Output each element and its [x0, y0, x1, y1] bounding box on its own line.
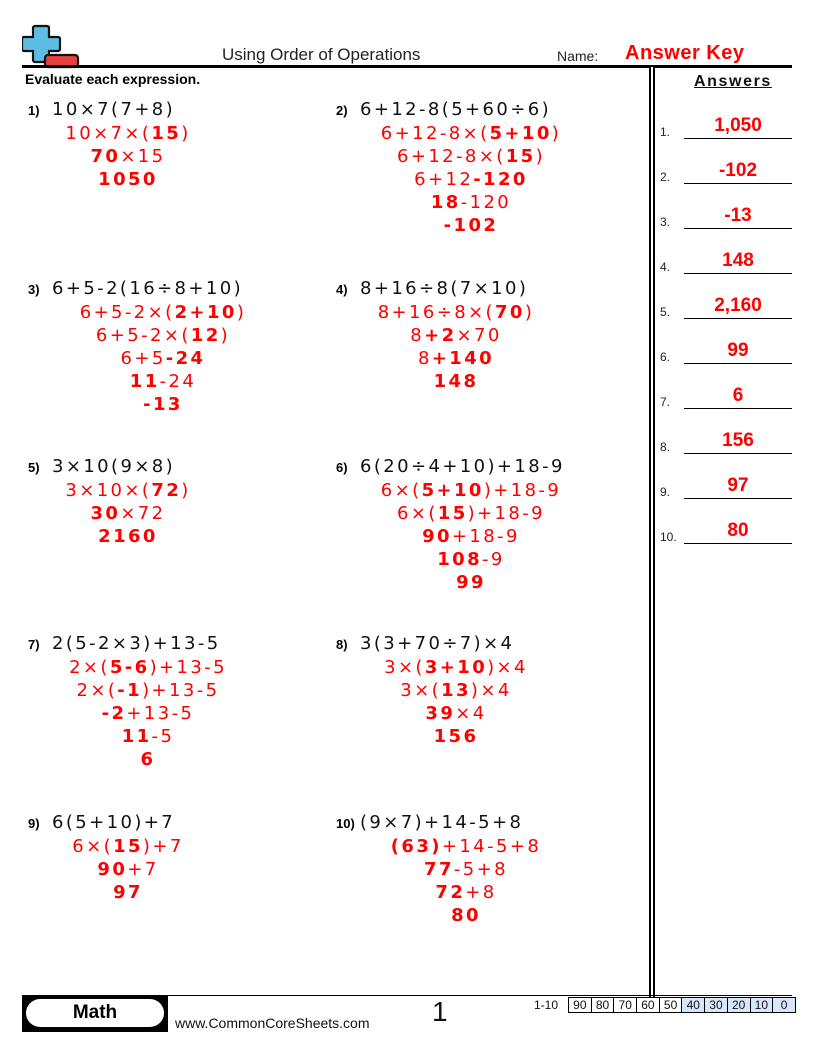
answer-value: 2,160 — [714, 295, 762, 316]
solution-steps — [356, 656, 556, 748]
step-computed-part: 12 — [190, 325, 221, 346]
step-computed-part: 18 — [430, 192, 461, 213]
solution-step — [356, 679, 556, 702]
step-computed-part: -120 — [473, 169, 528, 190]
answer-row-8 — [660, 430, 792, 454]
solution-step — [356, 347, 556, 370]
step-computed-part: -1 — [117, 680, 143, 701]
name-label: Name: — [557, 48, 599, 64]
name-value: Answer Key — [625, 42, 745, 64]
step-computed-part: 90 — [422, 526, 452, 547]
problem-number: 1) — [28, 103, 40, 118]
solution-step — [48, 881, 208, 904]
solution-step — [356, 324, 556, 347]
step-part: )×4 — [487, 657, 528, 678]
step-part: ) — [551, 123, 562, 144]
step-computed-part: 108 — [437, 549, 483, 570]
step-part: 2×( — [69, 657, 110, 678]
solution-step — [48, 301, 278, 324]
solution-step — [356, 835, 576, 858]
step-part: 8 — [417, 348, 432, 369]
step-part: 6+5-2×( — [79, 302, 175, 323]
step-part: 8+16÷8×( — [377, 302, 495, 323]
solution-step — [48, 525, 208, 548]
answer-row-5 — [660, 295, 792, 319]
answer-row-10 — [660, 520, 792, 544]
answer-row-4 — [660, 250, 792, 274]
problem-expression: 6+12-8(5+60÷6) — [360, 99, 552, 120]
step-computed-part: 77 — [424, 859, 454, 880]
step-part: 8 — [410, 325, 425, 346]
problem-number: 8) — [336, 637, 348, 652]
solution-step — [48, 656, 248, 679]
answer-number: 6. — [660, 350, 671, 364]
answer-blank-line — [684, 183, 792, 184]
answer-blank-line — [684, 453, 792, 454]
problem-expression: (9×7)+14-5+8 — [360, 812, 524, 833]
step-computed-part: 90 — [97, 859, 128, 880]
answer-row-3 — [660, 205, 792, 229]
answer-number: 9. — [660, 485, 671, 499]
step-part: 6+5-2×( — [95, 325, 191, 346]
score-cell: 70 — [614, 997, 637, 1013]
score-cell: 50 — [660, 997, 683, 1013]
answer-blank-line — [684, 363, 792, 364]
answer-blank-line — [684, 543, 792, 544]
solution-step — [356, 145, 586, 168]
answer-blank-line — [684, 273, 792, 274]
step-computed-part: +2 — [424, 325, 457, 346]
answer-blank-line — [684, 138, 792, 139]
solution-step — [356, 656, 556, 679]
step-part: ) — [524, 302, 535, 323]
solution-step — [356, 702, 556, 725]
solution-step — [48, 145, 208, 168]
score-cell: 10 — [751, 997, 774, 1013]
answer-blank-line — [684, 318, 792, 319]
problem-expression: 6(5+10)+7 — [52, 812, 176, 833]
step-part: ×15 — [120, 146, 166, 167]
score-cell: 40 — [682, 997, 705, 1013]
solution-step — [48, 479, 208, 502]
step-computed-part: 72 — [151, 480, 182, 501]
answer-blank-line — [684, 498, 792, 499]
step-part: 6+12-8×( — [380, 123, 490, 144]
step-computed-part: 156 — [433, 726, 479, 747]
solution-steps — [356, 479, 586, 594]
step-part: +8 — [465, 882, 497, 903]
answer-number: 2. — [660, 170, 671, 184]
answer-number: 4. — [660, 260, 671, 274]
answer-value: 156 — [722, 430, 754, 451]
step-part: )+7 — [142, 836, 184, 857]
step-computed-part: -2 — [101, 703, 127, 724]
step-computed-part: 148 — [433, 371, 479, 392]
answer-value: 99 — [727, 340, 749, 361]
step-computed-part: +140 — [431, 348, 495, 369]
step-computed-part: 72 — [435, 882, 466, 903]
score-cell: 60 — [637, 997, 660, 1013]
step-computed-part: 39 — [425, 703, 456, 724]
answer-value: -13 — [724, 205, 752, 226]
step-computed-part: 3+10 — [424, 657, 488, 678]
step-part: )+13-5 — [149, 657, 227, 678]
answer-row-6 — [660, 340, 792, 364]
solution-step — [356, 502, 586, 525]
step-part: +13-5 — [126, 703, 195, 724]
step-part: ) — [535, 146, 545, 167]
worksheet-title: Using Order of Operations — [222, 45, 421, 64]
answer-row-2 — [660, 160, 792, 184]
solution-step — [48, 393, 278, 416]
solution-steps — [48, 301, 278, 416]
solution-step — [356, 301, 556, 324]
answers-heading: Answers — [694, 73, 772, 90]
step-part: 2×( — [76, 680, 118, 701]
problem-expression: 8+16÷8(7×10) — [360, 278, 529, 299]
solution-step — [356, 479, 586, 502]
problem-expression: 6(20÷4+10)+18-9 — [360, 456, 565, 477]
step-computed-part: -24 — [165, 348, 206, 369]
solution-step — [48, 679, 248, 702]
solution-step — [48, 725, 248, 748]
step-part: )+18-9 — [483, 480, 562, 501]
answer-blank-line — [684, 408, 792, 409]
step-computed-part: 97 — [113, 882, 143, 903]
step-part: ×4 — [455, 703, 487, 724]
page-number: 1 — [432, 996, 448, 1027]
problem-expression: 10×7(7+8) — [52, 99, 176, 120]
solution-step — [48, 370, 278, 393]
solution-steps — [48, 479, 208, 548]
answer-value: 97 — [727, 475, 749, 496]
answer-number: 10. — [660, 530, 677, 544]
solution-steps — [356, 122, 586, 237]
solution-steps — [356, 301, 556, 393]
answers-column-divider — [649, 67, 655, 997]
step-computed-part: -102 — [443, 215, 499, 236]
step-part: -5 — [151, 726, 175, 747]
problem-number: 2) — [336, 103, 348, 118]
score-cell: 0 — [773, 997, 796, 1013]
step-part: ×72 — [120, 503, 166, 524]
step-part: ) — [220, 325, 231, 346]
step-computed-part: (63) — [390, 836, 442, 857]
answer-number: 8. — [660, 440, 671, 454]
step-computed-part: 11 — [121, 726, 152, 747]
step-computed-part: 6 — [140, 749, 156, 770]
solution-step — [48, 502, 208, 525]
answer-row-9 — [660, 475, 792, 499]
solution-step — [356, 571, 586, 594]
answer-number: 3. — [660, 215, 671, 229]
problem-number: 6) — [336, 460, 348, 475]
step-part: 3×( — [384, 657, 425, 678]
step-computed-part: 70 — [90, 146, 121, 167]
solution-steps — [48, 835, 208, 904]
solution-step — [356, 370, 556, 393]
step-computed-part: 15 — [437, 503, 468, 524]
score-table — [530, 997, 796, 1013]
website-link[interactable]: www.CommonCoreSheets.com — [175, 1015, 370, 1031]
answer-number: 7. — [660, 395, 671, 409]
solution-steps — [356, 835, 576, 927]
step-part: 6+5 — [120, 348, 166, 369]
answer-value: 6 — [732, 385, 744, 406]
problem-number: 3) — [28, 282, 40, 297]
problem-expression: 6+5-2(16÷8+10) — [52, 278, 244, 299]
step-part: -120 — [460, 192, 512, 213]
answer-value: -102 — [718, 160, 758, 181]
subject-label: Math — [26, 999, 164, 1027]
problem-expression: 2(5-2×3)+13-5 — [52, 633, 221, 654]
step-part: )+18-9 — [467, 503, 545, 524]
step-computed-part: -13 — [143, 394, 183, 415]
problem-number: 7) — [28, 637, 40, 652]
solution-step — [48, 858, 208, 881]
answer-value: 148 — [722, 250, 754, 271]
score-cell: 80 — [592, 997, 615, 1013]
step-part: 6×( — [397, 503, 438, 524]
solution-step — [48, 122, 208, 145]
step-part: 6×( — [72, 836, 114, 857]
solution-step — [356, 525, 586, 548]
plus-minus-logo-icon — [22, 24, 80, 70]
header-divider — [22, 65, 792, 68]
step-computed-part: 15 — [505, 146, 536, 167]
step-part: +14-5+8 — [441, 836, 542, 857]
step-part: +18-9 — [451, 526, 520, 547]
step-computed-part: 2160 — [98, 526, 158, 547]
score-cell: 20 — [728, 997, 751, 1013]
step-part: -24 — [159, 371, 197, 392]
step-part: 6+12 — [414, 169, 474, 190]
step-computed-part: 15 — [151, 123, 182, 144]
solution-step — [356, 214, 586, 237]
step-computed-part: 70 — [494, 302, 525, 323]
problem-number: 10) — [336, 816, 355, 831]
subject-badge — [22, 996, 168, 1032]
solution-step — [356, 881, 576, 904]
step-computed-part: 80 — [451, 905, 481, 926]
problem-number: 5) — [28, 460, 40, 475]
step-part: 3×( — [400, 680, 442, 701]
solution-step — [356, 725, 556, 748]
problem-expression: 3×10(9×8) — [52, 456, 176, 477]
step-computed-part: 30 — [90, 503, 121, 524]
step-part: ) — [181, 480, 191, 501]
step-computed-part: 11 — [129, 371, 160, 392]
step-part: ) — [181, 123, 191, 144]
score-cell: 30 — [705, 997, 728, 1013]
step-computed-part: 5+10 — [489, 123, 552, 144]
step-part: 10×7×( — [65, 123, 152, 144]
step-part: 6+12-8×( — [397, 146, 506, 167]
score-cell: 90 — [568, 997, 592, 1013]
step-computed-part: 15 — [113, 836, 143, 857]
solution-step — [356, 904, 576, 927]
instructions: Evaluate each expression. — [25, 71, 201, 87]
step-part: 3×10×( — [65, 480, 152, 501]
solution-step — [356, 122, 586, 145]
solution-step — [356, 548, 586, 571]
step-part: -9 — [482, 549, 505, 570]
step-computed-part: 2+10 — [174, 302, 237, 323]
solution-step — [356, 168, 586, 191]
solution-step — [48, 347, 278, 370]
answer-value: 1,050 — [714, 115, 762, 136]
step-part: ×70 — [456, 325, 502, 346]
step-part: +7 — [127, 859, 159, 880]
solution-steps — [48, 122, 208, 191]
solution-step — [356, 191, 586, 214]
answer-blank-line — [684, 228, 792, 229]
solution-step — [48, 324, 278, 347]
step-part: )×4 — [470, 680, 512, 701]
step-computed-part: 13 — [441, 680, 471, 701]
problem-number: 9) — [28, 816, 40, 831]
score-range-label: 1-10 — [534, 998, 559, 1012]
step-part: -5+8 — [453, 859, 508, 880]
solution-step — [48, 168, 208, 191]
solution-step — [48, 835, 208, 858]
solution-step — [48, 702, 248, 725]
step-part: ) — [236, 302, 247, 323]
answer-row-1 — [660, 115, 792, 139]
step-part: )+13-5 — [142, 680, 220, 701]
problem-expression: 3(3+70÷7)×4 — [360, 633, 515, 654]
step-part: 6×( — [380, 480, 422, 501]
step-computed-part: 5-6 — [109, 657, 150, 678]
answer-number: 5. — [660, 305, 671, 319]
answer-row-7 — [660, 385, 792, 409]
step-computed-part: 5+10 — [421, 480, 484, 501]
step-computed-part: 1050 — [98, 169, 158, 190]
solution-steps — [48, 656, 248, 771]
step-computed-part: 99 — [456, 572, 486, 593]
problem-number: 4) — [336, 282, 348, 297]
solution-step — [356, 858, 576, 881]
answer-value: 80 — [727, 520, 749, 541]
answer-number: 1. — [660, 125, 671, 139]
solution-step — [48, 748, 248, 771]
